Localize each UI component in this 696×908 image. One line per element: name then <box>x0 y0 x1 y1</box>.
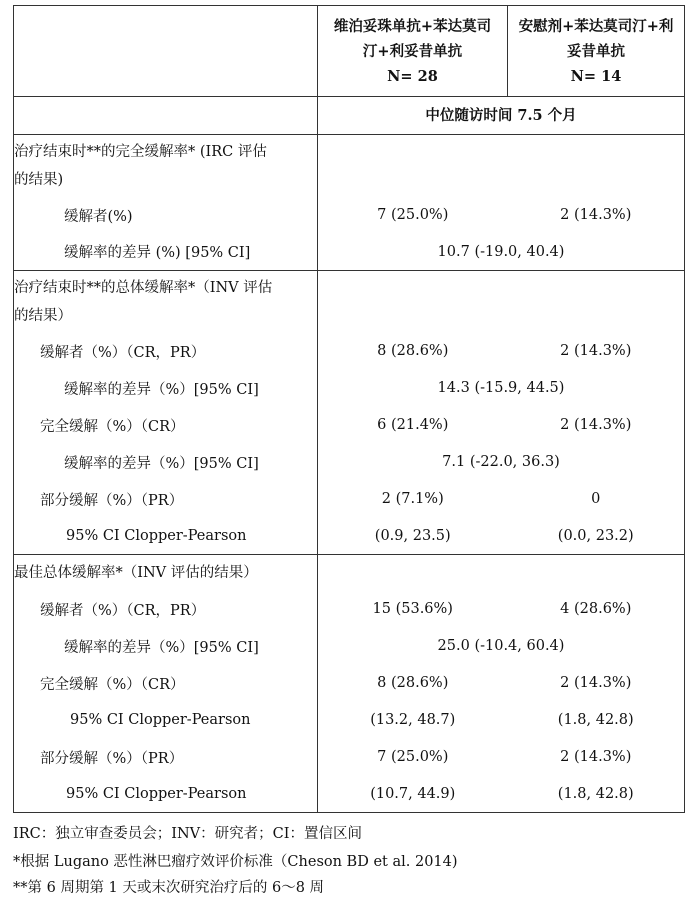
difference-value: 25.0 (-10.4, 60.4) <box>318 628 685 665</box>
value-arm1: (0.9, 23.5) <box>318 518 508 555</box>
header-arm2-n: N= 14 <box>570 67 622 85</box>
median-followup: 中位随访时间 7.5 个月 <box>318 97 685 135</box>
table-row <box>14 407 685 444</box>
value-arm2: 2 (14.3%) <box>508 665 685 702</box>
table-row <box>14 739 685 776</box>
value-arm1: 7 (25.0%) <box>377 749 449 765</box>
value-arm2: 2 (14.3%) <box>508 739 685 776</box>
row-label: 缓解者（%）（CR，PR） <box>14 591 318 628</box>
difference-value: 7.1 (-22.0, 36.3) <box>318 444 685 481</box>
footnote-abbreviations: IRC：独立审查委员会；INV：研究者；CI：置信区间 <box>13 826 362 842</box>
row-label: 95% CI Clopper-Pearson <box>14 702 318 739</box>
value-arm1: 8 (28.6%) <box>377 675 449 691</box>
table-row <box>14 481 685 518</box>
row-label: 缓解率的差异（%）[95% CI] <box>14 628 318 665</box>
section-title-row <box>14 271 685 333</box>
row-label: 缓解率的差异（%）[95% CI] <box>14 370 318 407</box>
efficacy-table <box>13 5 685 813</box>
value-arm1: 15 (53.6%) <box>372 601 453 617</box>
table-row <box>14 444 685 481</box>
table-row <box>14 591 685 628</box>
section-title-best-orr: 最佳总体缓解率*（INV 评估的结果） <box>14 555 318 591</box>
value-arm2: 2 (14.3%) <box>508 407 685 444</box>
row-label: 95% CI Clopper-Pearson <box>14 776 318 813</box>
value-arm2: 0 <box>508 481 685 518</box>
table-row <box>14 370 685 407</box>
followup-row <box>14 97 685 135</box>
difference-value: 10.7 (-19.0, 40.4) <box>318 234 685 271</box>
table-row <box>14 628 685 665</box>
footnote-timing: **第 6 周期第 1 天或末次研究治疗后的 6～8 周 <box>13 880 325 896</box>
row-label: 缓解率的差异 (%) [95% CI] <box>14 234 318 271</box>
section-title-row <box>14 555 685 591</box>
row-label: 部分缓解（%）（PR） <box>14 739 318 776</box>
table-row <box>14 518 685 555</box>
row-label: 缓解者（%）（CR，PR） <box>14 333 318 370</box>
table-row <box>14 665 685 702</box>
value-arm1: 7 (25.0%) <box>377 207 449 223</box>
section-title-irc-cr: 治疗结束时**的完全缓解率* (IRC 评估 的结果) <box>14 135 318 197</box>
row-label: 缓解者(%) <box>14 197 318 234</box>
value-arm2: 2 (14.3%) <box>508 197 685 234</box>
section-title-row <box>14 135 685 197</box>
value-arm2: (1.8, 42.8) <box>508 776 685 813</box>
row-label: 部分缓解（%）（PR） <box>14 481 318 518</box>
row-label: 完全缓解（%）（CR） <box>14 407 318 444</box>
table-header-row <box>14 6 685 97</box>
header-empty-cell <box>14 6 318 97</box>
table-row <box>14 333 685 370</box>
header-control-arm <box>508 6 685 97</box>
table-row <box>14 702 685 739</box>
value-arm2: 2 (14.3%) <box>508 333 685 370</box>
header-arm2-line2: 妥昔单抗 <box>567 42 625 60</box>
section-title-inv-orr: 治疗结束时**的总体缓解率*（INV 评估 的结果） <box>14 271 318 333</box>
table-row <box>14 197 685 234</box>
header-arm1-line1: 维泊妥珠单抗+苯达莫司 <box>333 17 492 35</box>
header-treatment-arm <box>318 6 508 97</box>
value-arm1: 6 (21.4%) <box>377 417 449 433</box>
header-arm1-n: N= 28 <box>387 67 438 85</box>
header-arm1-line2: 汀+利妥昔单抗 <box>362 42 463 60</box>
value-arm2: (0.0, 23.2) <box>508 518 685 555</box>
table-row <box>14 776 685 813</box>
row-label: 完全缓解（%）（CR） <box>14 665 318 702</box>
row-label: 缓解率的差异（%）[95% CI] <box>14 444 318 481</box>
table-row <box>14 234 685 271</box>
value-arm2: 4 (28.6%) <box>508 591 685 628</box>
value-arm1: 8 (28.6%) <box>377 343 449 359</box>
difference-value: 14.3 (-15.9, 44.5) <box>318 370 685 407</box>
value-arm1: (13.2, 48.7) <box>370 712 456 728</box>
value-arm1: (10.7, 44.9) <box>318 776 508 813</box>
header-arm2-line1: 安慰剂+苯达莫司汀+利 <box>518 17 674 35</box>
value-arm2: (1.8, 42.8) <box>508 702 685 739</box>
value-arm1: 2 (7.1%) <box>381 491 444 507</box>
footnote-criteria: *根据 Lugano 恶性淋巴瘤疗效评价标准（Cheson BD et al. 2014) <box>13 854 458 870</box>
row-label: 95% CI Clopper-Pearson <box>14 518 318 555</box>
